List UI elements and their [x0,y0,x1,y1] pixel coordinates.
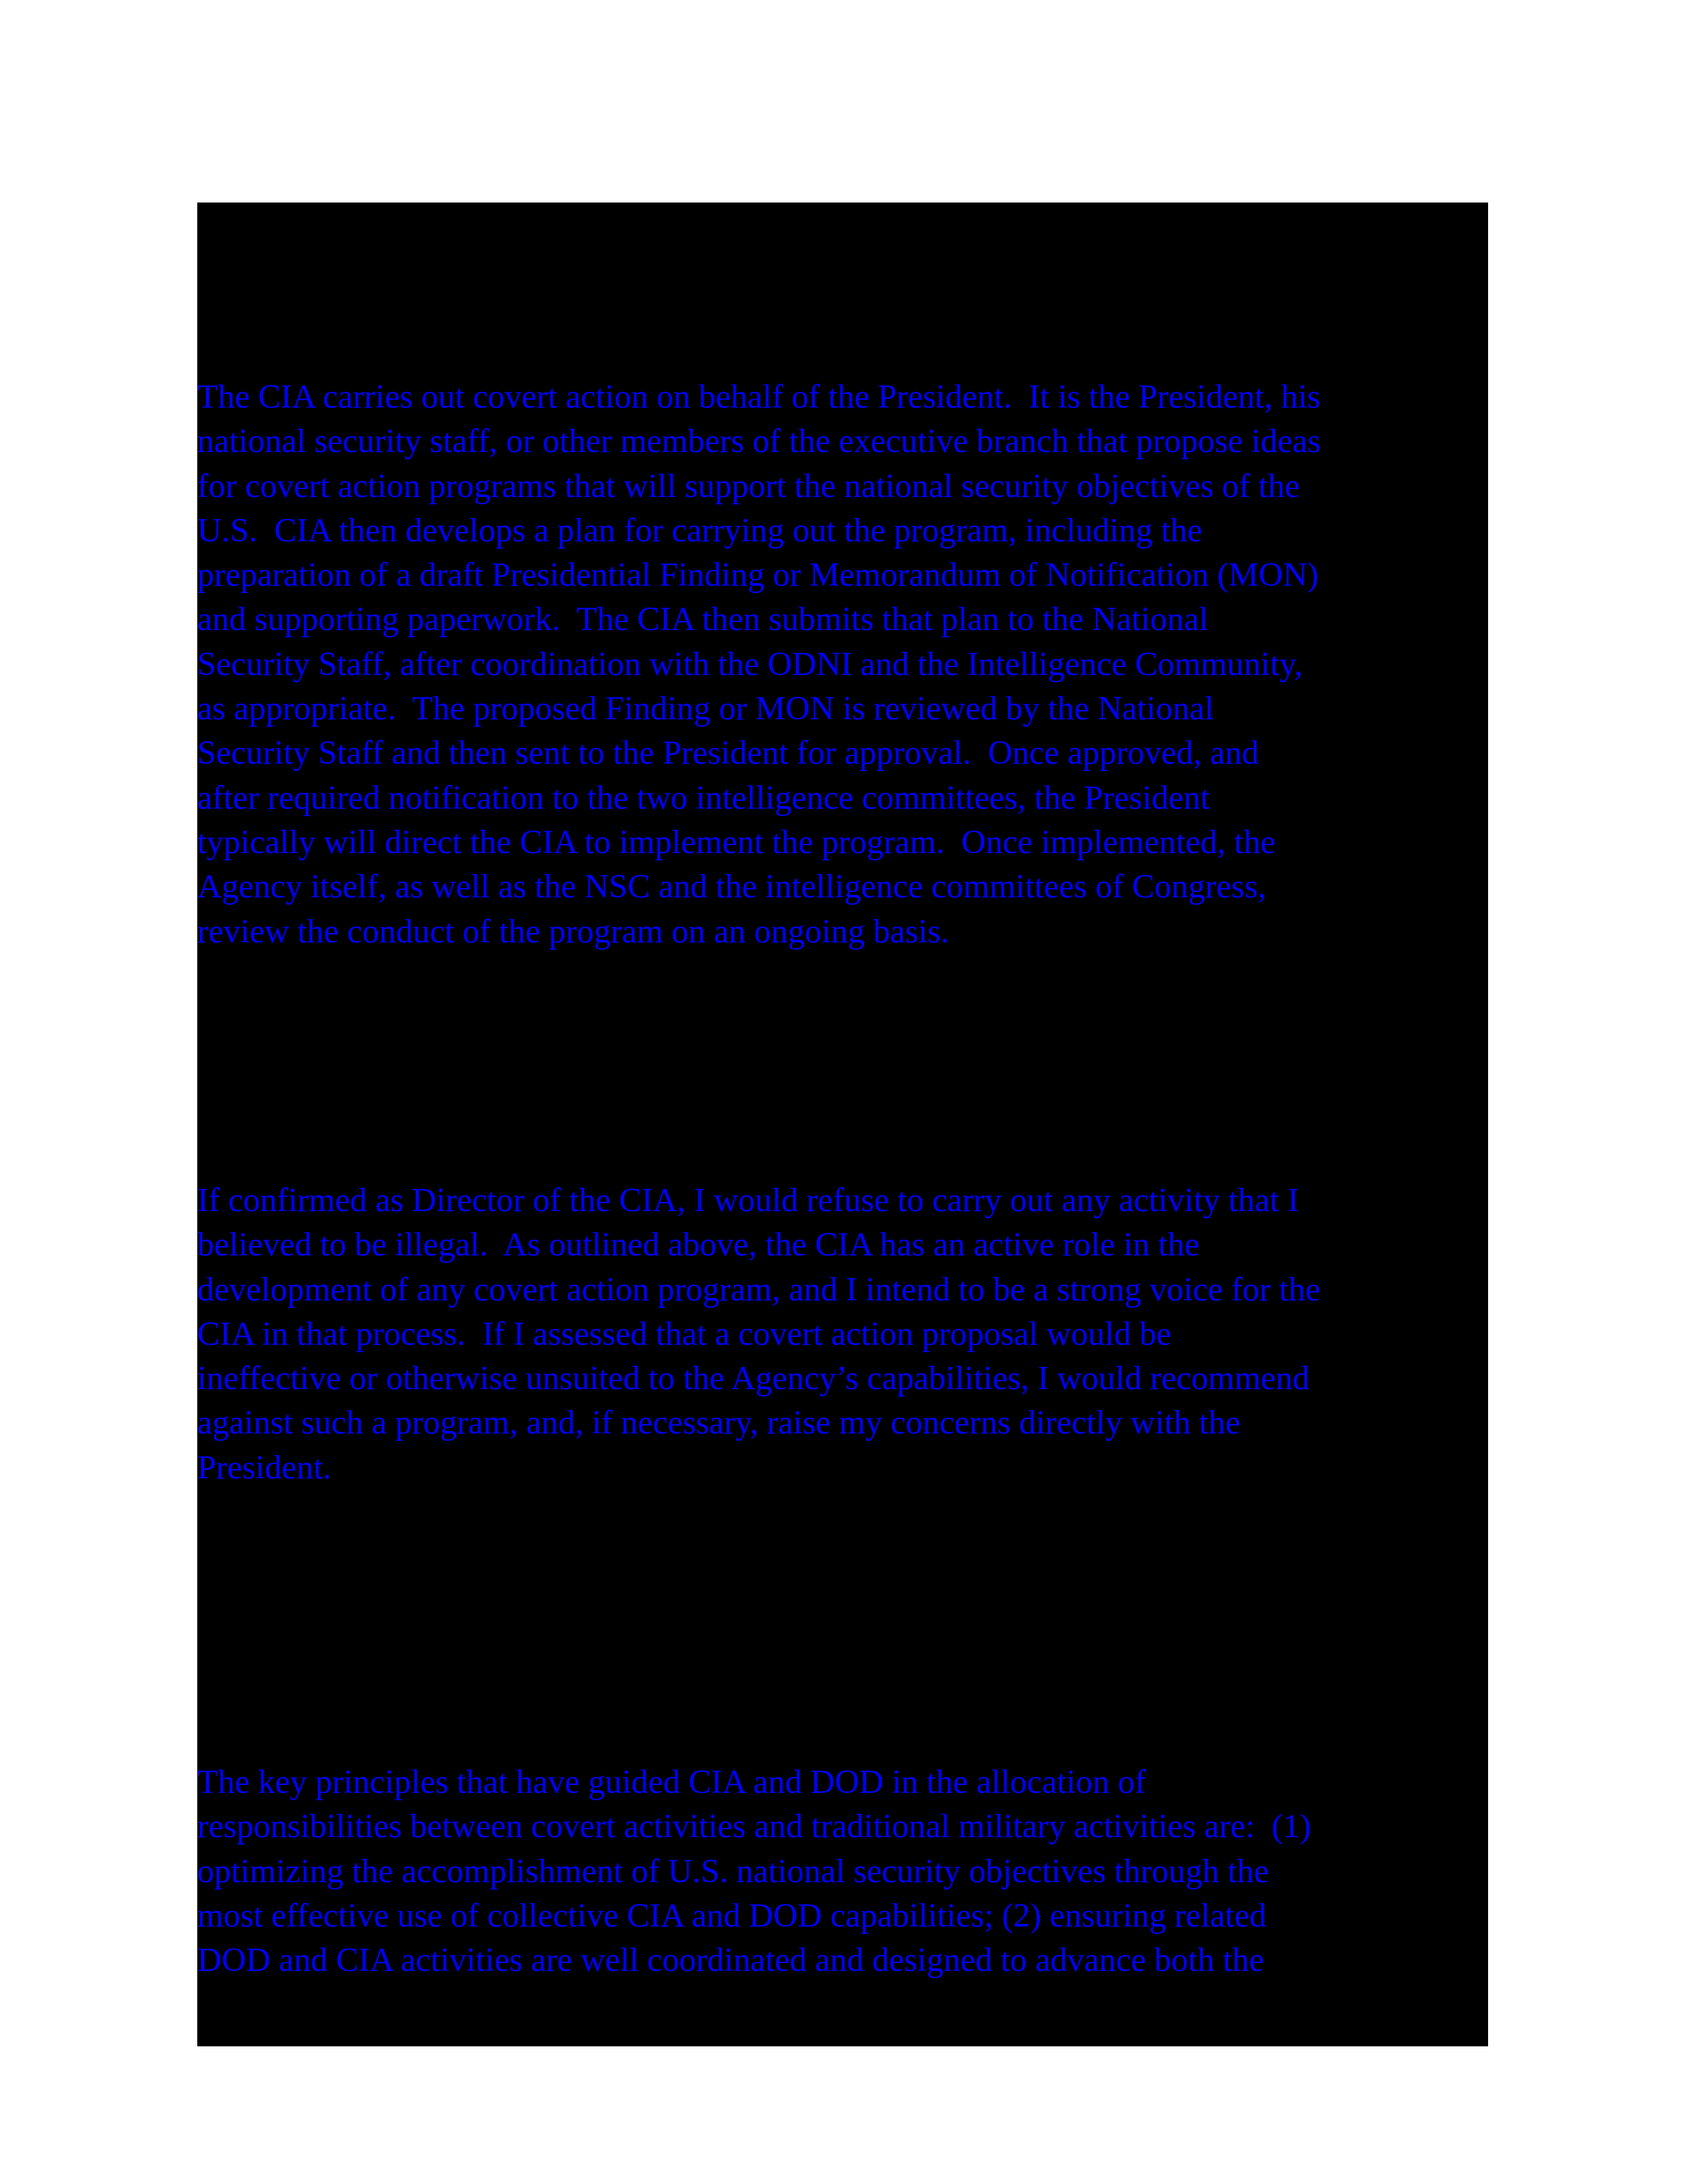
paragraph-covert-action-process [197,375,1488,954]
text-line: and supporting paperwork. The CIA then submits that plan to the National [197,601,1209,639]
text-line: optimizing the accomplishment of U.S. national security objectives through the [197,1852,1269,1890]
text-line: believed to be illegal. As outlined above, the CIA has an active role in the [197,1226,1199,1264]
text-line: typically will direct the CIA to implement the program. Once implemented, the [197,823,1276,861]
text-line: responsibilities between covert activities and traditional military activities are: (1) [197,1808,1311,1846]
text-line: Security Staff and then sent to the President for approval. Once approved, and [197,735,1259,772]
text-line: national security staff, or other members of the executive branch that propose ideas [197,423,1321,461]
text-line: review the conduct of the program on an ongoing basis. [197,913,949,950]
text-line: as appropriate. The proposed Finding or MON is reviewed by the National [197,690,1214,728]
text-line: after required notification to the two intelligence committees, the President [197,779,1210,817]
text-line: for covert action programs that will support the national security objectives of the [197,467,1300,505]
text-line: The CIA carries out covert action on behalf of the President. It is the President, his [197,379,1321,416]
text-line: CIA in that process. If I assessed that a covert action proposal would be [197,1315,1172,1353]
text-line: U.S. CIA then develops a plan for carrying out the program, including the [197,512,1203,549]
text-line: against such a program, and, if necessary, raise my concerns directly with the [197,1404,1241,1442]
paragraph-cia-dod-principles [197,1760,1488,1983]
text-line: preparation of a draft Presidential Finding or Memorandum of Notification (MON) [197,557,1319,594]
text-line: The key principles that have guided CIA and DOD in the allocation of [197,1764,1147,1801]
paragraph-director-refusal [197,1179,1488,1490]
text-line: most effective use of collective CIA and DOD capabilities; (2) ensuring related [197,1897,1266,1934]
text-line: development of any covert action program, and I intend to be a strong voice for the [197,1271,1321,1308]
text-line: President. [197,1449,332,1486]
text-line: If confirmed as Director of the CIA, I would refuse to carry out any activity that I [197,1182,1299,1219]
text-line: DOD and CIA activities are well coordinated and designed to advance both the [197,1942,1264,1979]
text-line: ineffective or otherwise unsuited to the Agency’s capabilities, I would recommend [197,1360,1310,1398]
text-line: Security Staff, after coordination with the ODNI and the Intelligence Community, [197,645,1303,683]
text-line: Agency itself, as well as the NSC and the intelligence committees of Congress, [197,868,1266,906]
